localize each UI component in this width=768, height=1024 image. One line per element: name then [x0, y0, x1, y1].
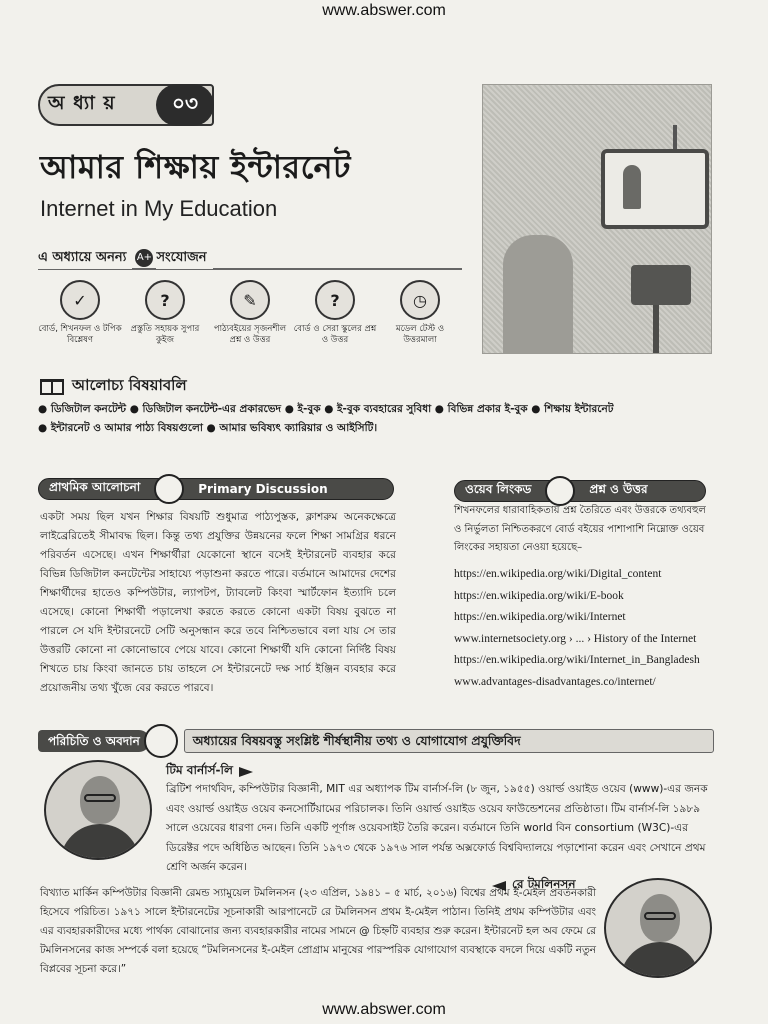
contributions-header	[38, 728, 714, 754]
attachment-caption: বোর্ড ও সেরা স্কুলের প্রশ্ন ও উত্তর	[293, 324, 377, 345]
attachment-item	[123, 280, 207, 350]
web-links-list	[454, 564, 744, 693]
person-bio-ray: বিখ্যাত মার্কিন কম্পিউটার বিজ্ঞানী রেমন্ড স্যামুয়েল টমলিনসন (২৩ এপ্রিল, ১৯৪১ – ৫ মার্চ, ২০১৬) বিশ্বের প্রথম ই-মেইল প্রবর্তনকারী হিসেবে পরিচিত। ১৯৭১ সালে ইন্টারনেটের সূচনাকারী আরপানেটে রে টমলিনসন প্রথম ই-মেইল পাঠান। তিনিই প্রথম কম্পিউটার এবং এর ব্যবহারকারীদের মধ্যে পার্থক্য বোঝানোর জন্য ব্যবহারকারীর নামের সামনে @ চিহ্নটি ব্যবহার শুরু করেন। ইন্টারনেট হল অব ফেমে রে টমলিনসনের কাজ সম্পর্কে বলা হয়েছে “টমলিনসনের ই-মেইল প্রোগ্রাম মানুষের পারস্পরিক যোগাযোগ ব্যবস্থাকে বদলে দিয়ে একটি নতুন বিপ্লবের সূচনা করে।”	[40, 887, 596, 975]
attachments-label-suffix: সংযোজন	[156, 248, 212, 269]
portrait-tim-berners-lee	[44, 760, 152, 860]
attachment-item	[38, 280, 122, 350]
open-book-icon	[40, 379, 64, 395]
bust-icon	[144, 724, 178, 758]
topic-item: ডিজিটাল কনটেন্ট	[50, 403, 127, 415]
topic-item: আমার ভবিষ্যৎ ক্যারিয়ার ও আইসিটি।	[219, 422, 378, 434]
topic-item: ই-বুক ব্যবহারের সুবিধা	[337, 403, 432, 415]
attachment-item	[378, 280, 462, 350]
chapter-number: ০৩	[156, 84, 214, 126]
attachment-caption: বোর্ড, শিখনফল ও টপিক বিশ্লেষণ	[38, 324, 122, 345]
target-icon: ✓	[60, 280, 100, 320]
chapter-title-bn: আমার শিক্ষায় ইন্টারনেট	[40, 148, 351, 186]
aplus-logo-icon: A+	[135, 249, 153, 267]
topics-header	[40, 374, 187, 399]
web-link[interactable]: https://en.wikipedia.org/wiki/Internet_in_Bangladesh	[454, 654, 700, 666]
web-link[interactable]: https://en.wikipedia.org/wiki/E-book	[454, 589, 624, 602]
discussion-icon	[154, 474, 184, 504]
web-link[interactable]: www.advantages-disadvantages.co/internet/	[454, 675, 656, 688]
person-bio-tbl: ব্রিটিশ পদার্থবিদ, কম্পিউটার বিজ্ঞানী, MIT এর অধ্যাপক টিম বার্নার্স-লি (৮ জুন, ১৯৫৫) ওয়ার্ল্ড ওয়াইড ওয়েব (www)-এর জনক এবং ওয়ার্ল্ড ওয়াইড ওয়েব কনসোর্টিয়ামের পরিচালক। তিনি ওয়ার্ল্ড ওয়াইড ওয়েব ফাউন্ডেশনের প্রতিষ্ঠাতা। টিম বার্নার্স-লি ১৯৮৯ সালে ওয়েবের ধারণা দেন। তিনি একটি পূর্ণাঙ্গ ওয়েবসাইট তৈরি করেন। বর্তমানে তিনি world বিন consortium (W3C)-এর ডিরেক্টর পদে অধিষ্ঠিত আছেন। তিনি ১৯৭৩ থেকে ১৯৭৬ সাল পর্যন্ত অক্সফোর্ড বিশ্ববিদ্যালয়ে পড়াশোনা করেন এবং সেখানে প্রথম শ্রেণি অর্জন করেন।	[166, 783, 708, 873]
clock-icon: ◷	[400, 280, 440, 320]
primary-label-en: Primary Discussion	[198, 482, 328, 496]
attachment-caption: পাঠ্যবইয়ের সৃজনশীল প্রশ্ন ও উত্তর	[213, 324, 287, 345]
attachments-label: এ অধ্যায়ে অনন্য	[38, 248, 132, 269]
web-label-right: প্রশ্ন ও উত্তর	[589, 482, 648, 496]
web-label-left: ওয়েব লিংকড	[465, 482, 532, 496]
web-link[interactable]: https://en.wikipedia.org/wiki/Digital_content	[454, 568, 662, 580]
chapter-label: অ ধ্যা য়	[48, 92, 116, 114]
web-link[interactable]: www.internetsociety.org › ... › History of the Internet	[454, 632, 697, 645]
classroom-photo	[482, 84, 712, 354]
primary-discussion-text: একটা সময় ছিল যখন শিক্ষার বিষয়টি শুধুমাত্র পাঠ্যপুস্তক, ক্লাশরুম অনেকক্ষেত্রে লাইব্রেরিতেই সীমাবদ্ধ ছিল। কিন্তু তথ্য প্রযুক্তির উন্নয়নের ফলে শিক্ষা সামগ্রির ধরনে পরিবর্তন এসেছে। এখন শিক্ষার্থীরা যেকোনো স্থানে বসেই ইন্টারনেট ব্যবহার করে বিভিন্ন ডিজিটাল কনটেন্টের সাহায্যে পড়াশুনা করতে পারে। বর্তমানে আমাদের দেশের শিক্ষার্থীদের হাতেও কম্পিউটার, ল্যাপটপ, ট্যাবলেট কিংবা স্মার্টফোন ইত্যাদি চলে এসেছে। কোনো শিক্ষার্থী পড়ালেখা করতে করতে কোনো একটা বিষয় বুঝতে না পারলে সে যদি ইন্টারনেটে সেটি অনুসন্ধান করে তবে নিশ্চিতভাবে বলা যায় সে তার উত্তরটি কোনো না কোনোভাবে পেয়ে যাবে। কোনো শিক্ষার্থী যদি কোনো নির্দিষ্ট বিষয় শিখতে চায় কিংবা জানতে চায় তাহলে সে ইন্টারনেটে দক্ষ সার্চ ইঞ্জিন ব্যবহার করে প্রয়োজনীয় তথ্য খুঁজে বের করতে পারবে।	[40, 511, 396, 694]
web-linked-header	[454, 480, 706, 502]
attachment-caption: প্রস্তুতি সহায়ক সুপার কুইজ	[130, 324, 200, 345]
topic-item: শিক্ষায় ইন্টারনেট	[544, 403, 614, 415]
web-linked-intro: শিখনফলের ধারাবাহিকতায় প্রশ্ন তৈরিতে এবং উত্তরকে তথ্যবহুল ও নির্ভুলতা নিশ্চিতকরণে বোর্ড বইয়ের পাশাপাশি নিম্নোক্ত ওয়েব লিংকের সহায়তা নেওয়া হয়েছে–	[454, 505, 706, 553]
site-watermark-bottom[interactable]: www.abswer.com	[322, 1001, 446, 1018]
topic-item: বিভিন্ন প্রকার ই-বুক	[447, 403, 528, 415]
contributions-description: অধ্যায়ের বিষয়বস্তু সংশ্লিষ্ট শীর্ষস্থানীয় তথ্য ও যোগাযোগ প্রযুক্তিবিদ	[184, 729, 714, 753]
site-watermark-top[interactable]: www.abswer.com	[322, 2, 446, 19]
topics-list: ● ডিজিটাল কনটেন্ট ● ডিজিটাল কনটেন্ট-এর প্রকারভেদ ● ই-বুক ● ই-বুক ব্যবহারের সুবিধা ● বিভিন্ন প্রকার ই-বুক ● শিক্ষায় ইন্টারনেট ● ইন্টারনেট ও আমার পাঠ্য বিষয়গুলো ● আমার ভবিষ্যৎ ক্যারিয়ার ও আইসিটি।	[38, 403, 614, 434]
primary-label-bn: প্রাথমিক আলোচনা	[49, 480, 141, 494]
contributions-label: পরিচিতি ও অবদান	[38, 730, 150, 752]
portrait-ray-tomlinson	[604, 878, 712, 978]
chapter-badge	[38, 84, 214, 126]
topics-title: আলোচ্য বিষয়াবলি	[72, 376, 187, 394]
paper-plane-icon	[239, 767, 253, 777]
attachment-item	[293, 280, 377, 350]
attachment-item	[208, 280, 292, 350]
person-name-tbl	[166, 762, 253, 782]
school-question-icon: ?	[315, 280, 355, 320]
topic-item: ইন্টারনেট ও আমার পাঠ্য বিষয়গুলো	[50, 422, 203, 434]
person-name: টিম বার্নার্স-লি	[166, 763, 233, 777]
attachments-icon-row	[38, 280, 462, 350]
book-check-icon: ✎	[230, 280, 270, 320]
person-name: রে টমলিনসন	[512, 877, 576, 891]
attachment-caption: মডেল টেস্ট ও উত্তরমালা	[395, 324, 445, 345]
topic-item: ই-বুক	[297, 403, 321, 415]
chapter-title-en: Internet in My Education	[40, 196, 278, 221]
primary-discussion-header	[38, 478, 394, 500]
attachments-header	[38, 248, 462, 270]
web-link[interactable]: https://en.wikipedia.org/wiki/Internet	[454, 611, 626, 623]
question-icon: ?	[145, 280, 185, 320]
topic-item: ডিজিটাল কনটেন্ট-এর প্রকারভেদ	[142, 403, 282, 415]
